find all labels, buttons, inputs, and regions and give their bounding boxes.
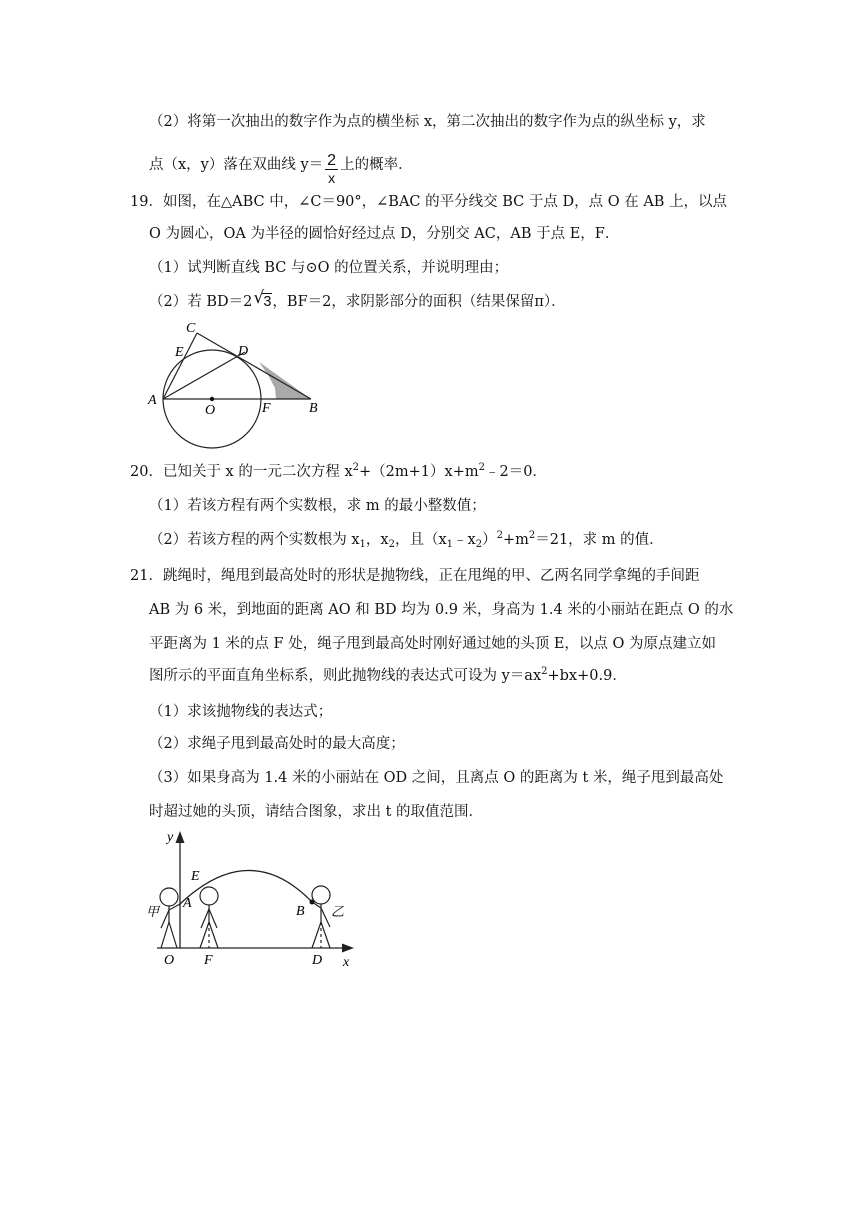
q18-part2-line1: （2）将第一次抽出的数字作为点的横坐标 x，第二次抽出的数字作为点的纵坐标 y，求 — [149, 114, 706, 130]
label-f: F — [262, 401, 271, 416]
q19-part2 — [149, 288, 566, 312]
q19-line2: O 为圆心，OA 为半径的圆恰好经过点 D，分别交 AC，AB 于点 E，F． — [149, 226, 620, 242]
q20-part2-text: ﹣x — [453, 532, 476, 548]
label-a: A — [183, 896, 192, 911]
subscript: 2 — [475, 539, 483, 550]
exponent: 2 — [528, 530, 536, 541]
q20-part2-pre: （2）若该方程的两个实数根为 x — [149, 532, 360, 548]
y-axis-arrow-icon — [176, 831, 185, 843]
point-o — [210, 397, 214, 401]
fraction-numerator: 2 — [327, 152, 337, 169]
exponent: 2 — [352, 462, 360, 473]
label-o: O — [205, 403, 216, 418]
person-yi-figure — [312, 886, 330, 948]
q19-part2-post: ，BF＝2，求阴影部分的面积（结果保留π）． — [272, 294, 566, 310]
q20-line1 — [130, 462, 547, 482]
label-c: C — [186, 321, 196, 336]
label-d: D — [312, 953, 323, 968]
person-xiaoli-figure — [200, 887, 218, 948]
q20-part2-post: ＝21，求 m 的值． — [535, 532, 664, 548]
label-jia: 甲 — [146, 904, 160, 919]
subscript: 1 — [359, 539, 366, 550]
q20-line1-post: ﹣2＝0． — [484, 464, 547, 480]
q21-part3-line1: （3）如果身高为 1.4 米的小丽站在 OD 之间，且离点 O 的距离为 t 米，绳子甩到最高处 — [149, 770, 724, 786]
label-y: y — [167, 830, 174, 845]
q20-part2-text: +m — [502, 532, 529, 548]
q20-part2-text: ，且（x — [394, 532, 447, 548]
q20-part2 — [149, 530, 664, 550]
q19-text: 如图，在△ABC 中，∠C＝90°，∠BAC 的平分线交 BC 于点 D，点 O 在 AB 上，以点 — [162, 194, 728, 210]
q21-jump-rope-figure — [140, 825, 370, 975]
label-o: O — [164, 953, 175, 968]
rope-parabola — [180, 870, 312, 904]
label-e: E — [175, 345, 184, 360]
segment-cb — [197, 333, 311, 399]
subscript: 2 — [388, 539, 395, 550]
q21-line1 — [130, 566, 699, 586]
q18-part2-line2 — [149, 152, 413, 186]
exponent: 2 — [496, 530, 503, 541]
q21-line4-post: +bx+0.9． — [547, 668, 627, 684]
q20-line1-mid: +（2m+1）x+m — [359, 464, 479, 480]
label-e: E — [191, 869, 200, 884]
sqrt-radicand: 3 — [263, 294, 272, 310]
q21-line4 — [149, 666, 627, 686]
label-yi: 乙 — [331, 904, 345, 919]
q19-line1 — [130, 192, 727, 212]
label-d: D — [238, 344, 249, 359]
q20-part2-text: ，x — [365, 532, 389, 548]
label-b: B — [309, 401, 318, 416]
fraction-denominator: x — [328, 170, 336, 186]
label-f: F — [204, 953, 213, 968]
label-x: x — [343, 955, 350, 970]
q18-part2-line2-pre: 点（x，y）落在双曲线 y＝ — [149, 157, 324, 173]
exponent: 2 — [541, 666, 548, 677]
x-axis-arrow-icon — [342, 944, 354, 953]
q20-number: 20． — [130, 464, 163, 480]
sqrt-symbol: √ 3 — [253, 288, 272, 310]
label-b: B — [296, 904, 305, 919]
q21-text: 跳绳时，绳甩到最高处时的形状是抛物线，正在甩绳的甲、乙两名同学拿绳的手间距 — [162, 568, 700, 584]
q21-line3: 平距离为 1 米的点 F 处，绳子甩到最高处时刚好通过她的头顶 E，以点 O 为原点建立如 — [149, 636, 717, 652]
exponent: 2 — [478, 462, 485, 473]
q18-fraction — [325, 152, 338, 186]
subscript: 1 — [446, 539, 454, 550]
label-a: A — [148, 393, 157, 408]
q20-part2-text: ） — [482, 532, 497, 548]
q21-line4-pre: 图所示的平面直角坐标系，则此抛物线的表达式可设为 y＝ax — [149, 668, 542, 684]
q18-part2-line2-post: 上的概率． — [340, 157, 413, 173]
q19-part2-pre: （2）若 BD＝2 — [149, 294, 253, 310]
q20-part1: （1）若该方程有两个实数根，求 m 的最小整数值； — [149, 498, 486, 514]
q21-part1: （1）求该抛物线的表达式； — [149, 704, 333, 720]
q21-number: 21． — [130, 568, 163, 584]
q19-number: 19． — [130, 194, 163, 210]
q21-part3-line2: 时超过她的头顶，请结合图象，求出 t 的取值范围． — [149, 804, 484, 820]
q19-part1: （1）试判断直线 BC 与⊙O 的位置关系，并说明理由； — [149, 260, 509, 276]
q20-line1-pre: 已知关于 x 的一元二次方程 x — [162, 464, 353, 480]
person-jia-figure — [160, 888, 180, 948]
q19-geometry-figure — [140, 312, 330, 457]
point-b — [310, 900, 315, 905]
q21-line2: AB 为 6 米，到地面的距离 AO 和 BD 均为 0.9 米，身高为 1.4 米的小丽站在距点 O 的水 — [149, 602, 734, 618]
q21-part2: （2）求绳子甩到最高处时的最大高度； — [149, 736, 405, 752]
